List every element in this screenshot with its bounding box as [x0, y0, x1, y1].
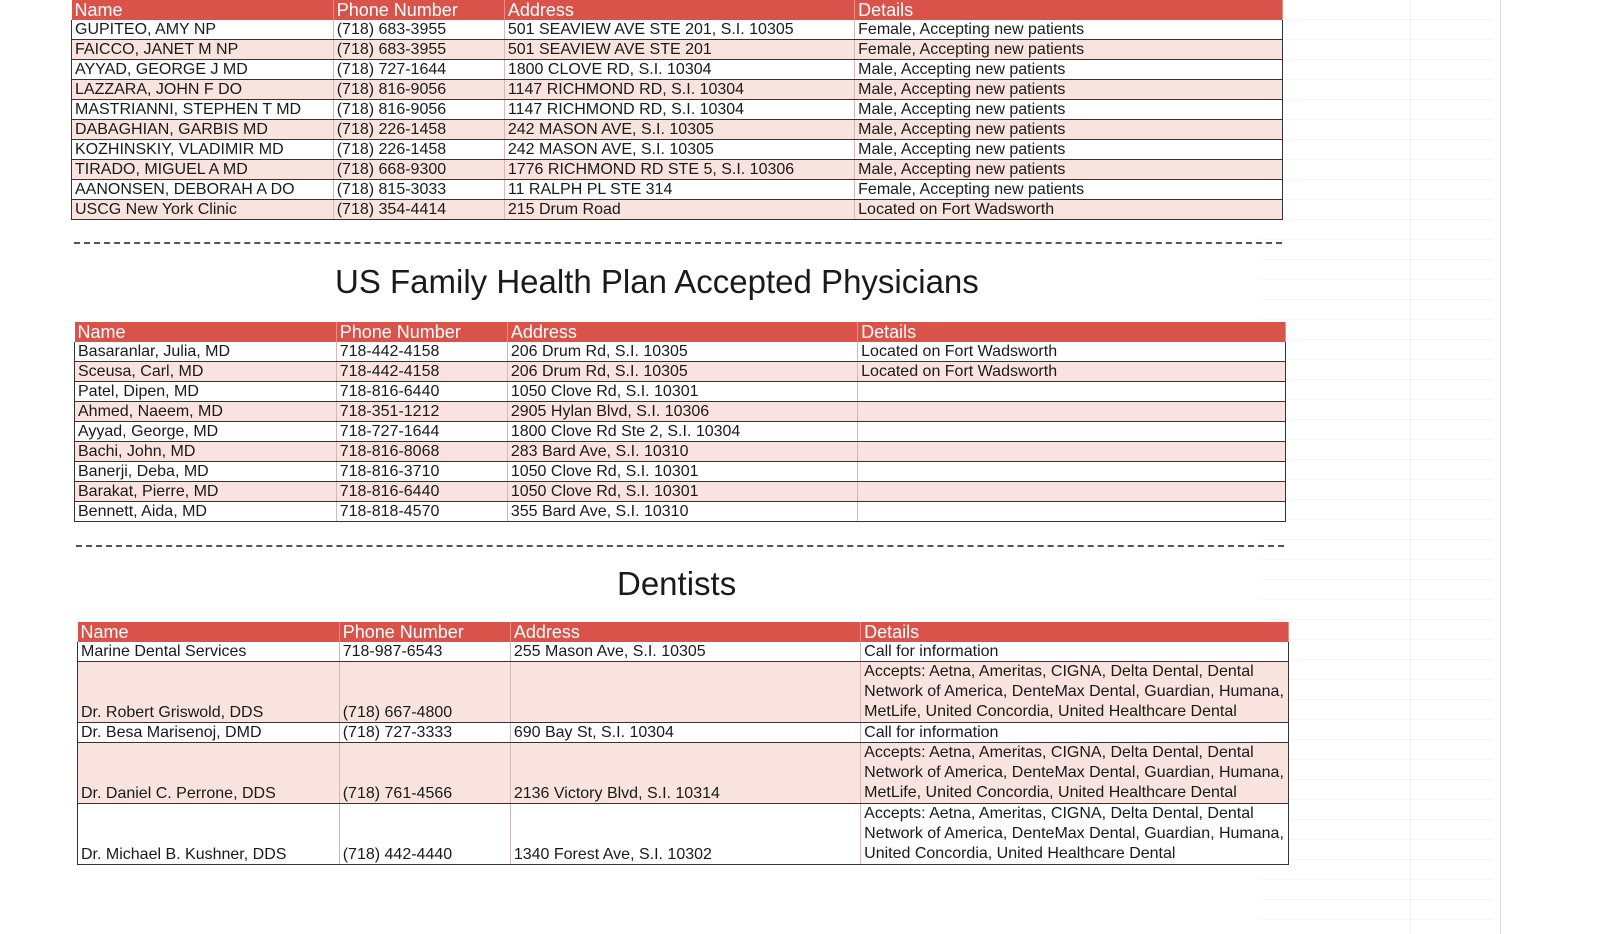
header-details: Details — [858, 322, 1286, 342]
table-row — [72, 40, 1283, 60]
cell-details: Female, Accepting new patients — [855, 20, 1283, 40]
cell-name: Barakat, Pierre, MD — [75, 482, 337, 502]
table-row — [78, 723, 1289, 743]
table-row — [78, 662, 1289, 723]
section-title-dentists: Dentists — [617, 565, 737, 602]
cell-details: Call for information — [861, 723, 1289, 743]
table-row — [75, 482, 1286, 502]
header-details: Details — [855, 0, 1283, 20]
cell-phone: (718) 815-3033 — [333, 180, 504, 200]
cell-details: Male, Accepting new patients — [855, 140, 1283, 160]
cell-name: Basaranlar, Julia, MD — [75, 342, 337, 362]
cell-details: Male, Accepting new patients — [855, 120, 1283, 140]
header-phone: Phone Number — [339, 622, 510, 642]
header-address: Address — [507, 322, 857, 342]
cell-name: Dr. Besa Marisenoj, DMD — [78, 723, 340, 743]
cell-phone: (718) 683-3955 — [333, 20, 504, 40]
section-divider — [76, 545, 1284, 547]
cell-name: DABAGHIAN, GARBIS MD — [72, 120, 334, 140]
cell-name: AYYAD, GEORGE J MD — [72, 60, 334, 80]
cell-name: Ayyad, George, MD — [75, 422, 337, 442]
cell-name: Dr. Michael B. Kushner, DDS — [78, 804, 340, 865]
usfhp-physicians-table — [74, 322, 1286, 522]
header-address: Address — [510, 622, 860, 642]
cell-address: 1050 Clove Rd, S.I. 10301 — [507, 382, 857, 402]
cell-address: 283 Bard Ave, S.I. 10310 — [507, 442, 857, 462]
header-details: Details — [861, 622, 1289, 642]
cell-address: 690 Bay St, S.I. 10304 — [510, 723, 860, 743]
table-row — [72, 80, 1283, 100]
table-row — [72, 180, 1283, 200]
header-name: Name — [72, 0, 334, 20]
cell-address: 242 MASON AVE, S.I. 10305 — [504, 120, 854, 140]
cell-details — [858, 442, 1286, 462]
cell-name: LAZZARA, JOHN F DO — [72, 80, 334, 100]
cell-details: Accepts: Aetna, Ameritas, CIGNA, Delta Dental, Dental Network of America, DenteMax Dental, Guardian, Humana, MetLife, United Concordia, United Healthcare Dental — [861, 743, 1289, 804]
cell-phone: (718) 727-1644 — [333, 60, 504, 80]
cell-phone: 718-816-6440 — [336, 382, 507, 402]
cell-name: Dr. Daniel C. Perrone, DDS — [78, 743, 340, 804]
header-phone: Phone Number — [336, 322, 507, 342]
cell-phone: 718-442-4158 — [336, 362, 507, 382]
cell-address: 501 SEAVIEW AVE STE 201, S.I. 10305 — [504, 20, 854, 40]
cell-address: 1147 RICHMOND RD, S.I. 10304 — [504, 80, 854, 100]
providers-table — [71, 0, 1283, 220]
cell-details: Male, Accepting new patients — [855, 160, 1283, 180]
cell-details — [858, 402, 1286, 422]
cell-details: Accepts: Aetna, Ameritas, CIGNA, Delta Dental, Dental Network of America, DenteMax Dental, Guardian, Humana, United Concordia, United Healthcare Dental — [861, 804, 1289, 865]
table-row — [75, 502, 1286, 522]
cell-phone: 718-987-6543 — [339, 642, 510, 662]
cell-phone: 718-818-4570 — [336, 502, 507, 522]
cell-details — [858, 482, 1286, 502]
cell-name: FAICCO, JANET M NP — [72, 40, 334, 60]
cell-details: Located on Fort Wadsworth — [858, 342, 1286, 362]
cell-details: Located on Fort Wadsworth — [858, 362, 1286, 382]
header-phone: Phone Number — [333, 0, 504, 20]
cell-details — [858, 462, 1286, 482]
cell-name: USCG New York Clinic — [72, 200, 334, 220]
cell-address: 206 Drum Rd, S.I. 10305 — [507, 342, 857, 362]
table-row — [75, 362, 1286, 382]
table-row — [72, 160, 1283, 180]
table-row — [75, 342, 1286, 362]
table-row — [75, 442, 1286, 462]
table-row — [75, 382, 1286, 402]
cell-address: 215 Drum Road — [504, 200, 854, 220]
cell-name: Bachi, John, MD — [75, 442, 337, 462]
cell-phone: (718) 683-3955 — [333, 40, 504, 60]
cell-details: Located on Fort Wadsworth — [855, 200, 1283, 220]
cell-address: 255 Mason Ave, S.I. 10305 — [510, 642, 860, 662]
cell-phone: (718) 727-3333 — [339, 723, 510, 743]
table-row — [72, 60, 1283, 80]
cell-name: Banerji, Deba, MD — [75, 462, 337, 482]
table-header-row — [75, 322, 1286, 342]
table-row — [72, 120, 1283, 140]
cell-name: AANONSEN, DEBORAH A DO — [72, 180, 334, 200]
cell-phone: (718) 761-4566 — [339, 743, 510, 804]
table-row — [72, 200, 1283, 220]
cell-address: 355 Bard Ave, S.I. 10310 — [507, 502, 857, 522]
cell-address — [510, 662, 860, 723]
cell-details — [858, 422, 1286, 442]
table-row — [75, 422, 1286, 442]
cell-details: Female, Accepting new patients — [855, 180, 1283, 200]
cell-address: 1147 RICHMOND RD, S.I. 10304 — [504, 100, 854, 120]
cell-details: Male, Accepting new patients — [855, 80, 1283, 100]
cell-phone: (718) 816-9056 — [333, 80, 504, 100]
cell-address: 1776 RICHMOND RD STE 5, S.I. 10306 — [504, 160, 854, 180]
table-row — [78, 642, 1289, 662]
cell-name: KOZHINSKIY, VLADIMIR MD — [72, 140, 334, 160]
table-row — [78, 743, 1289, 804]
cell-name: Bennett, Aida, MD — [75, 502, 337, 522]
section-title-us-family-health-plan: US Family Health Plan Accepted Physicians — [335, 263, 979, 300]
cell-details: Male, Accepting new patients — [855, 60, 1283, 80]
cell-phone: (718) 816-9056 — [333, 100, 504, 120]
cell-details: Female, Accepting new patients — [855, 40, 1283, 60]
cell-address: 11 RALPH PL STE 314 — [504, 180, 854, 200]
cell-address: 1050 Clove Rd, S.I. 10301 — [507, 482, 857, 502]
cell-phone: 718-816-6440 — [336, 482, 507, 502]
cell-name: Dr. Robert Griswold, DDS — [78, 662, 340, 723]
cell-address: 206 Drum Rd, S.I. 10305 — [507, 362, 857, 382]
cell-details — [858, 382, 1286, 402]
cell-details: Call for information — [861, 642, 1289, 662]
cell-name: TIRADO, MIGUEL A MD — [72, 160, 334, 180]
table-row — [75, 402, 1286, 422]
cell-address: 242 MASON AVE, S.I. 10305 — [504, 140, 854, 160]
cell-name: Sceusa, Carl, MD — [75, 362, 337, 382]
cell-address: 1340 Forest Ave, S.I. 10302 — [510, 804, 860, 865]
table-row — [78, 804, 1289, 865]
cell-phone: 718-816-3710 — [336, 462, 507, 482]
cell-phone: 718-442-4158 — [336, 342, 507, 362]
cell-name: MASTRIANNI, STEPHEN T MD — [72, 100, 334, 120]
cell-name: Patel, Dipen, MD — [75, 382, 337, 402]
dentists-table — [77, 622, 1289, 865]
table-row — [72, 20, 1283, 40]
cell-phone: 718-351-1212 — [336, 402, 507, 422]
table-header-row — [78, 622, 1289, 642]
cell-name: GUPITEO, AMY NP — [72, 20, 334, 40]
cell-address: 1800 Clove Rd Ste 2, S.I. 10304 — [507, 422, 857, 442]
cell-address: 501 SEAVIEW AVE STE 201 — [504, 40, 854, 60]
page-edge-line — [1410, 0, 1411, 934]
section-divider — [74, 242, 1282, 244]
cell-name: Marine Dental Services — [78, 642, 340, 662]
table-row — [75, 462, 1286, 482]
cell-phone: (718) 667-4800 — [339, 662, 510, 723]
cell-phone: (718) 354-4414 — [333, 200, 504, 220]
cell-details: Male, Accepting new patients — [855, 100, 1283, 120]
cell-phone: 718-727-1644 — [336, 422, 507, 442]
cell-details — [858, 502, 1286, 522]
cell-name: Ahmed, Naeem, MD — [75, 402, 337, 422]
cell-details: Accepts: Aetna, Ameritas, CIGNA, Delta Dental, Dental Network of America, DenteMax Dental, Guardian, Humana, MetLife, United Concordia, United Healthcare Dental — [861, 662, 1289, 723]
cell-address: 1050 Clove Rd, S.I. 10301 — [507, 462, 857, 482]
cell-address: 2136 Victory Blvd, S.I. 10314 — [510, 743, 860, 804]
cell-address: 2905 Hylan Blvd, S.I. 10306 — [507, 402, 857, 422]
header-name: Name — [78, 622, 340, 642]
cell-phone: (718) 668-9300 — [333, 160, 504, 180]
cell-phone: (718) 226-1458 — [333, 140, 504, 160]
header-address: Address — [504, 0, 854, 20]
cell-address: 1800 CLOVE RD, S.I. 10304 — [504, 60, 854, 80]
header-name: Name — [75, 322, 337, 342]
table-row — [72, 100, 1283, 120]
table-header-row — [72, 0, 1283, 20]
cell-phone: (718) 226-1458 — [333, 120, 504, 140]
page-edge-line — [1500, 0, 1501, 934]
table-row — [72, 140, 1283, 160]
background-gridlines — [1262, 0, 1492, 934]
cell-phone: (718) 442-4440 — [339, 804, 510, 865]
cell-phone: 718-816-8068 — [336, 442, 507, 462]
